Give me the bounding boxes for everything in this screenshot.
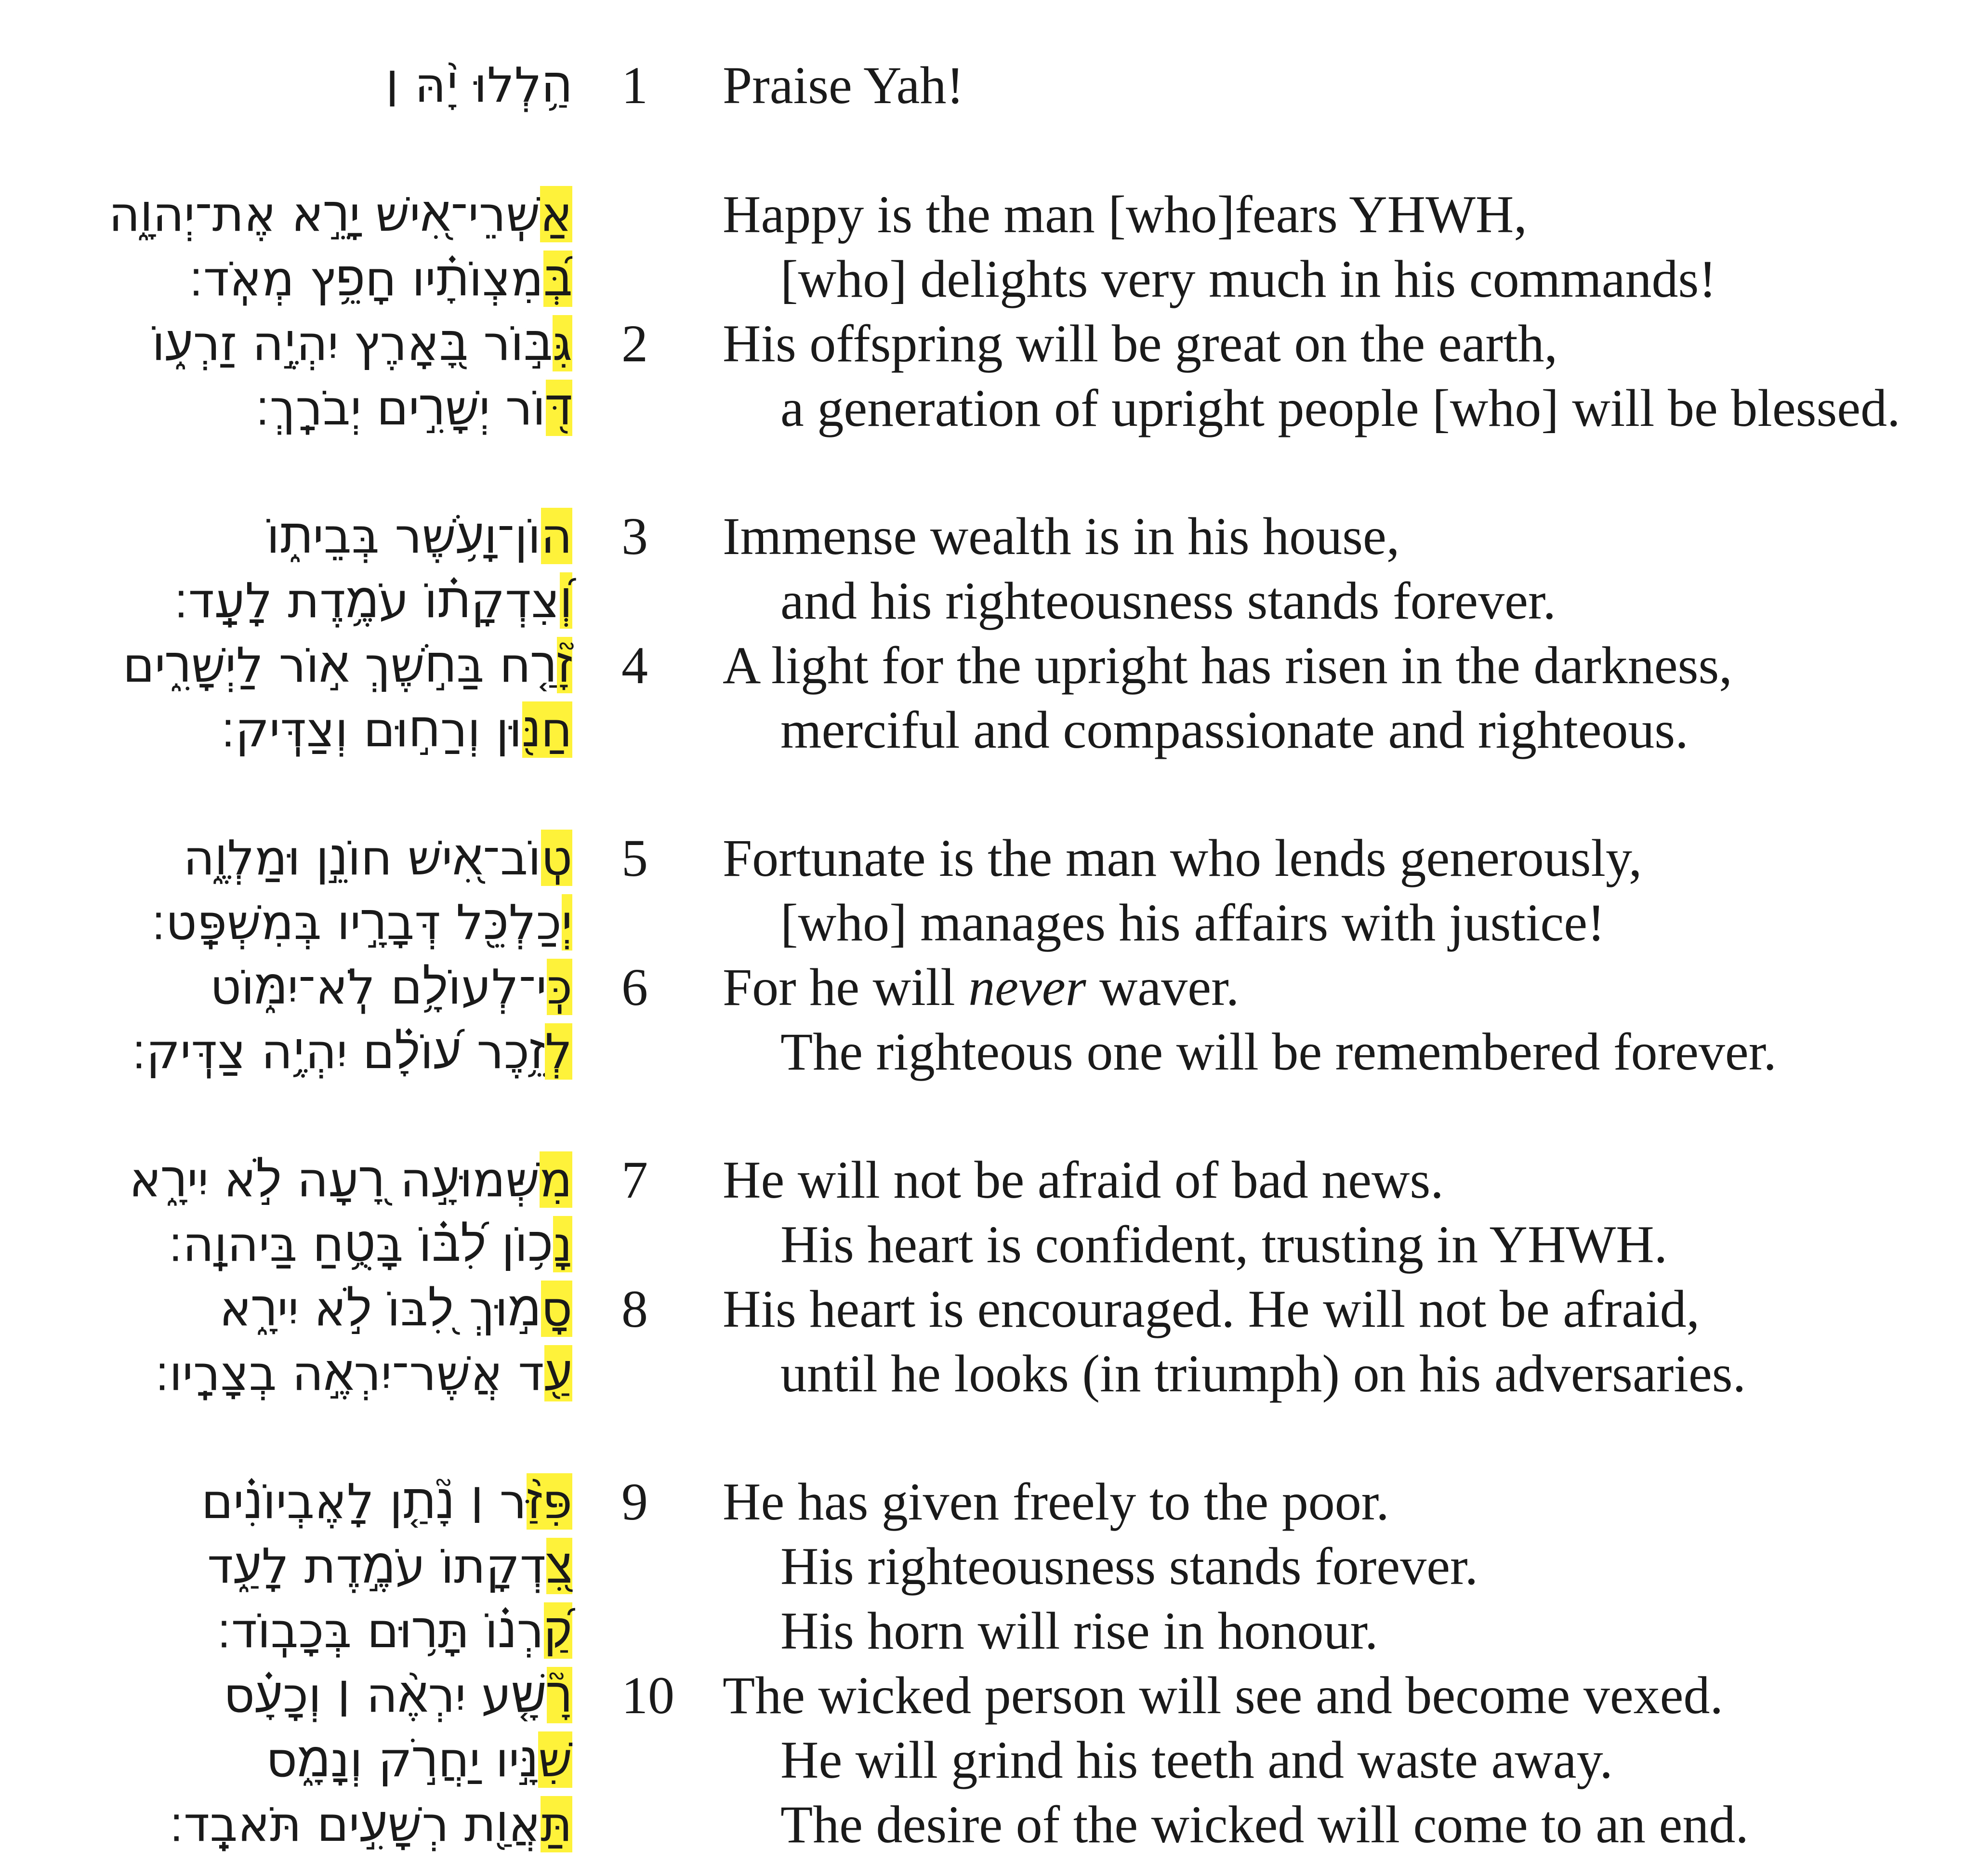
english-translation: His offspring will be great on the earth, [723, 314, 1558, 373]
english-text-after: waver. [1086, 958, 1240, 1017]
acrostic-letter: צִ֭ [546, 1538, 572, 1594]
hebrew-rest: מִצְוֺתָ֗יו חָפֵ֥ץ מְאֹֽד׃ [189, 251, 544, 307]
verse-line-23 [0, 1792, 1979, 1857]
acrostic-letter: אַ [540, 186, 572, 242]
english-translation: His heart is encouraged. He will not be afraid, [723, 1280, 1700, 1338]
acrostic-letter: וְ֝ [560, 572, 572, 629]
english-translation: His horn will rise in honour. [780, 1601, 1378, 1660]
acrostic-letter: זָ֘ [556, 637, 572, 693]
acrostic-letter: ה [541, 508, 572, 564]
acrostic-letter: עַ֖ [544, 1345, 572, 1401]
verse-number: 10 [621, 1666, 674, 1725]
hebrew-text [385, 53, 572, 118]
verse-line-20 [0, 1599, 1979, 1663]
hebrew-rest: כַלְכֵּ֖ל דְּבָרָ֣יו בְּמִשְׁפָּֽט׃ [151, 894, 562, 951]
acrostic-letter: נָ [553, 1216, 572, 1272]
hebrew-text [169, 1212, 572, 1277]
verse-line-21 [0, 1663, 1979, 1728]
hebrew-text [155, 1341, 572, 1406]
english-translation: Fortunate is the man who lends generously, [723, 829, 1642, 887]
verse-number: 2 [621, 314, 648, 373]
english-translation: Praise Yah! [723, 56, 964, 115]
acrostic-letter: טֽ [541, 830, 572, 886]
english-translation: He will grind his teeth and waste away. [780, 1731, 1613, 1789]
hebrew-rest: ר ׀ נָ֘תַ֤ן לָאֶבְיוֹנִ֗ים [201, 1473, 527, 1530]
hebrew-rest: וֹב־אִ֭ישׁ חוֹנֵ֣ן וּמַלְוֶ֑ה [183, 830, 541, 886]
verse-number: 5 [621, 829, 648, 887]
hebrew-text [169, 1792, 572, 1857]
english-translation: until he looks (in triumph) on his adversaries. [780, 1344, 1746, 1403]
acrostic-letter: לְ [545, 1023, 572, 1080]
verse-line-15 [0, 1212, 1979, 1277]
hebrew-rest: וּן וְרַח֣וּם וְצַדִּֽיק׃ [221, 701, 522, 758]
hebrew-text [201, 1469, 572, 1534]
verse-line-7 [0, 568, 1979, 633]
hebrew-rest: כ֥וֹן לִ֝בּ֗וֹ בָּטֻ֥חַ בַּיהוָֽה׃ [168, 1216, 553, 1272]
hebrew-text [183, 826, 572, 890]
acrostic-letter: מִ [540, 1151, 572, 1208]
hebrew-rest: דְקָתוֹ עֹמֶ֣דֶת לָעַ֑ד [207, 1538, 546, 1594]
hebrew-text [219, 1277, 572, 1341]
verse-line-9 [0, 698, 1979, 762]
verse-line-10 [0, 826, 1979, 890]
verse-number: 1 [621, 56, 648, 115]
verse-line-14 [0, 1148, 1979, 1212]
hebrew-text [224, 1663, 572, 1728]
hebrew-text [123, 633, 572, 698]
hebrew-rest: צִדְקָת֗וֹ עֹמֶ֥דֶת לָעַֽד׃ [174, 572, 560, 629]
english-translation: The desire of the wicked will come to an end. [780, 1795, 1749, 1854]
english-translation: a generation of upright people [who] will be blessed. [780, 379, 1900, 437]
acrostic-letter: כִּֽ [547, 959, 572, 1015]
hebrew-rest: שְֽׁרֵי־אִ֭ישׁ יָרֵ֣א אֶת־יְהוָ֑ה [108, 186, 541, 242]
english-translation [723, 955, 1239, 1019]
hebrew-rest: וֹן־וָעֹ֥שֶׁר בְּבֵית֑וֹ [266, 508, 541, 564]
hebrew-rest: וֹר יְשָׁרִ֣ים יְבֹרָֽךְ׃ [255, 380, 546, 436]
hebrew-rest: מ֣וּךְ לִ֭בּוֹ לֹ֣א יִירָ֑א [219, 1281, 541, 1337]
verse-number: 9 [621, 1472, 648, 1531]
verse-number: 6 [621, 958, 648, 1017]
hebrew-text [129, 1148, 572, 1212]
hebrew-rest: ד אֲשֶׁר־יִרְאֶ֣ה בְצָרָֽיו׃ [155, 1345, 544, 1401]
acrostic-letter: סָ [541, 1281, 572, 1337]
verse-line-16 [0, 1277, 1979, 1341]
acrostic-letter: תַּ [541, 1796, 572, 1852]
hebrew-text [266, 504, 572, 568]
hebrew-rest: שְּׁמוּעָ֣ה רָ֭עָה לֹ֣א יִירָ֑א [129, 1151, 540, 1208]
hebrew-rest: רְנ֗וֹ תָּר֥וּם בְּכָבֽוֹד׃ [217, 1602, 544, 1659]
hebrew-text [207, 1534, 572, 1599]
hebrew-rest: רַ֤ח בַּחֹ֣שֶׁךְ א֣וֹר לַיְשָׁרִ֑ים [122, 637, 557, 693]
english-translation: [who] delights very much in his commands! [780, 250, 1716, 308]
hebrew-text [174, 568, 572, 633]
hebrew-text [221, 698, 572, 762]
acrostic-letter: יְ [561, 894, 572, 951]
verse-number: 3 [621, 507, 648, 566]
hebrew-text [210, 955, 572, 1019]
verse-line-19 [0, 1534, 1979, 1599]
verse-line-6 [0, 504, 1979, 568]
acrostic-letter: רָ֘ [546, 1667, 572, 1723]
english-translation: A light for the upright has risen in the darkness, [723, 636, 1732, 695]
english-translation: and his righteousness stands forever. [780, 571, 1556, 630]
hebrew-text [189, 247, 572, 311]
hebrew-rest: שָׁ֤ע יִרְאֶ֨ה ׀ וְכָעָ֗ס [223, 1667, 547, 1723]
hebrew-text [255, 376, 572, 440]
acrostic-letter: גִּ [552, 315, 572, 371]
verse-line-3 [0, 247, 1979, 311]
english-translation: His righteousness stands forever. [780, 1537, 1478, 1596]
hebrew-text [266, 1728, 572, 1792]
hebrew-rest: הַ֥לְלוּ יָ֨הּ ׀ [385, 57, 572, 113]
hebrew-text [109, 182, 572, 247]
verse-line-12 [0, 955, 1979, 1019]
hebrew-rest: נָּ֣יו יַחֲרֹ֣ק וְנָמָ֑ס [266, 1731, 539, 1788]
hebrew-text [151, 890, 572, 955]
english-translation: The wicked person will see and become vexed. [723, 1666, 1724, 1725]
english-translation: Immense wealth is in his house, [723, 507, 1400, 566]
hebrew-text [217, 1599, 572, 1663]
english-translation: He will not be afraid of bad news. [723, 1150, 1444, 1209]
verse-line-4 [0, 311, 1979, 376]
english-translation: He has given freely to the poor. [723, 1472, 1389, 1531]
verse-line-8 [0, 633, 1979, 698]
hebrew-rest: אֲוַ֖ת רְשָׁעִ֣ים תֹּאבֵֽד׃ [169, 1796, 541, 1852]
verse-line-11 [0, 890, 1979, 955]
acrostic-letter: דּ֖ [545, 380, 572, 436]
acrostic-letter: חַנּ֖ [522, 701, 572, 758]
english-translation: The righteous one will be remembered forever. [780, 1022, 1777, 1081]
hebrew-rest: י־לְעוֹלָ֥ם לֹֽא־יִמּ֑וֹט [210, 959, 547, 1015]
english-translation: Happy is the man [who]fears YHWH, [723, 185, 1527, 244]
verse-line-18 [0, 1469, 1979, 1534]
acrostic-letter: קַ֝ [544, 1602, 572, 1659]
english-translation: [who] manages his affairs with justice! [780, 893, 1605, 952]
acrostic-letter: פִּזַּ֨ [527, 1473, 572, 1530]
english-translation: His heart is confident, trusting in YHWH. [780, 1215, 1668, 1274]
hebrew-rest: בּ֣וֹר בָּ֭אָרֶץ יִהְיֶ֣ה זַרְע֑וֹ [152, 315, 553, 371]
verse-line-1 [0, 53, 1979, 118]
verse-number: 7 [621, 1150, 648, 1209]
acrostic-letter: שִׁ [538, 1731, 572, 1788]
verse-line-5 [0, 376, 1979, 440]
verse-line-2 [0, 182, 1979, 247]
verse-line-22 [0, 1728, 1979, 1792]
verse-number: 4 [621, 636, 648, 695]
hebrew-text [132, 1019, 572, 1084]
hebrew-text [152, 311, 572, 376]
hebrew-rest: זֵ֥כֶר ע֝וֹלָ֗ם יִהְיֶ֥ה צַדִּֽיק׃ [132, 1023, 545, 1080]
verse-line-13 [0, 1019, 1979, 1084]
english-text-before: For he will [723, 958, 969, 1017]
acrostic-letter: בְּ֝ [543, 251, 572, 307]
verse-number: 8 [621, 1280, 648, 1338]
english-emphasis: never [968, 958, 1086, 1017]
verse-line-17 [0, 1341, 1979, 1406]
english-translation: merciful and compassionate and righteous. [780, 700, 1689, 759]
